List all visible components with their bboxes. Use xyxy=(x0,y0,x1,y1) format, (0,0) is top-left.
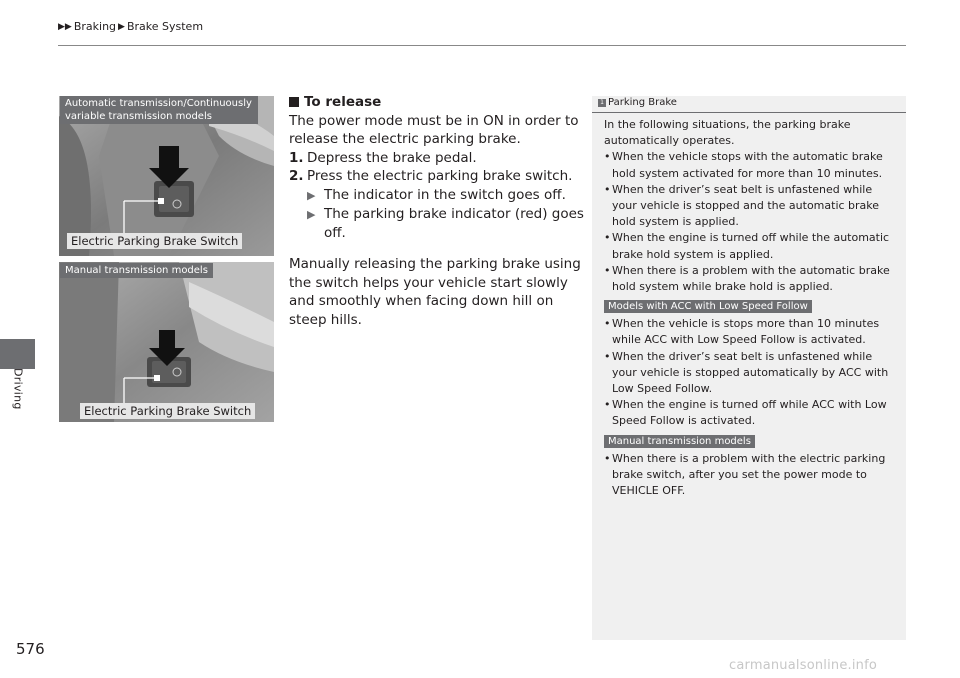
result-arrow-icon: ▶ xyxy=(307,208,316,221)
image-tag-at-cvt-models: Automatic transmission/Continuously variable transmission models xyxy=(60,96,258,124)
breadcrumb-item-braking[interactable]: Braking xyxy=(73,20,117,33)
image-tag-manual-models: Manual transmission models xyxy=(60,263,213,278)
main-content xyxy=(289,93,589,329)
callout-electric-parking-brake-switch: Electric Parking Brake Switch xyxy=(80,403,255,419)
note-tag-acc-models: Models with ACC with Low Speed Follow xyxy=(604,300,812,313)
bullet-icon: • xyxy=(604,182,611,196)
breadcrumb-item-brake-system[interactable]: Brake System xyxy=(126,20,204,33)
square-bullet-icon xyxy=(289,97,299,107)
result-arrow-icon: ▶ xyxy=(307,188,316,202)
intro-text: The power mode must be in ON in order to release the electric parking brake. xyxy=(289,112,579,147)
bullet-icon: • xyxy=(604,451,611,465)
bullet-icon: • xyxy=(604,231,611,245)
note-body xyxy=(604,117,900,499)
note-bullet: • When the vehicle is stops more than 10 minutes while ACC with Low Speed Follow is activated. xyxy=(604,316,900,348)
watermark: carmanualsonline.info xyxy=(729,658,878,673)
note-divider xyxy=(592,112,906,113)
note-reference-icon: 1 xyxy=(598,99,606,107)
photo-mt-parking-switch xyxy=(59,262,274,422)
section-heading: To release xyxy=(289,93,589,112)
bullet-icon: • xyxy=(604,263,611,277)
note-title: 1 Parking Brake xyxy=(598,97,677,108)
note-bullet: • When there is a problem with the electric parking brake switch, after you set the power mode to VEHICLE OFF. xyxy=(604,451,900,500)
result-item: ▶ The parking brake indicator (red) goes off. xyxy=(307,206,584,241)
page-number: 576 xyxy=(16,640,45,658)
bullet-icon: • xyxy=(604,317,611,331)
note-intro: In the following situations, the parking brake automatically operates. xyxy=(604,118,851,148)
note-bullet: • When the driver’s seat belt is unfastened while your vehicle is stopped and the automatic brake hold system is applied. xyxy=(604,182,900,231)
step-item: 2. Press the electric parking brake switch. xyxy=(289,168,573,184)
bullet-icon: • xyxy=(604,349,611,363)
breadcrumb xyxy=(58,20,203,33)
bullet-icon: • xyxy=(604,150,611,164)
side-note-panel xyxy=(592,96,906,640)
note-tag-manual-models: Manual transmission models xyxy=(604,435,755,448)
result-item: ▶ The indicator in the switch goes off. xyxy=(289,186,589,206)
step-item: 1. Depress the brake pedal. xyxy=(289,149,477,166)
note-bullet: • When the engine is turned off while the automatic brake hold system is applied. xyxy=(604,230,900,262)
breadcrumb-arrow-icon: ▶▶ xyxy=(58,21,72,32)
breadcrumb-arrow-icon: ▶ xyxy=(118,21,125,32)
note-bullet: • When the engine is turned off while ACC with Low Speed Follow is activated. xyxy=(604,397,900,429)
photo-at-cvt-parking-switch xyxy=(59,96,274,256)
note-bullet: • When there is a problem with the automatic brake hold system while brake hold is applied. xyxy=(604,263,900,295)
note-bullet: • When the vehicle stops with the automatic brake hold system activated for more than 10 minutes. xyxy=(604,149,900,181)
console-photo-illustration xyxy=(59,262,274,422)
bullet-icon: • xyxy=(604,398,611,412)
note-bullet: • When the driver’s seat belt is unfastened while your vehicle is stopped automatically by ACC with Low Speed Follow. xyxy=(604,349,900,398)
header-divider xyxy=(58,45,906,46)
section-tab-label: Driving xyxy=(11,368,25,410)
section-tab-marker xyxy=(0,339,35,369)
body-paragraph: Manually releasing the parking brake using the switch helps your vehicle start slowly and smoothly when facing down hill on steep hills. xyxy=(289,256,581,328)
callout-electric-parking-brake-switch: Electric Parking Brake Switch xyxy=(67,233,242,249)
